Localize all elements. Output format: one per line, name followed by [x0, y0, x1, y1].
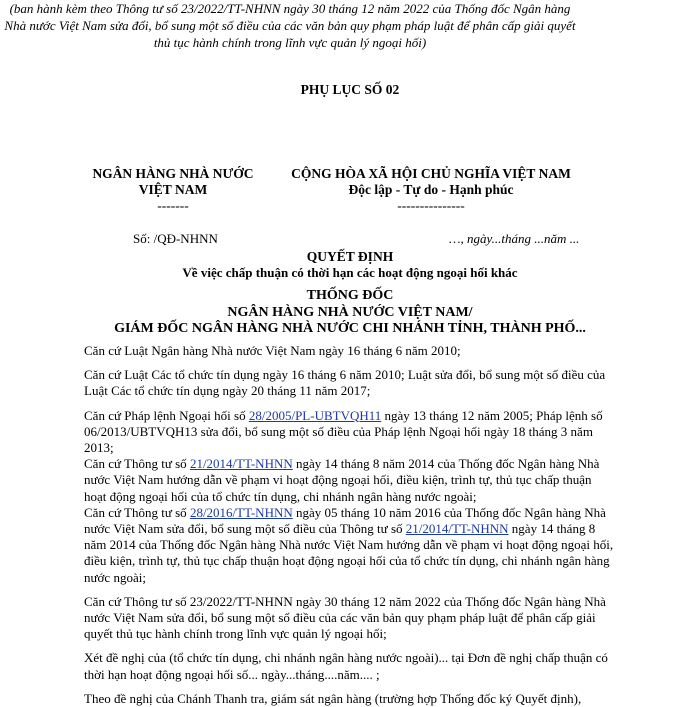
p5-text-a: Căn cứ Thông tư số [84, 504, 190, 520]
basis-paragraph-7: Xét đề nghị của (tổ chức tín dụng, chi nhánh ngân hàng nước ngoài)... tại Đơn đề nghị chấp thuận có thời hạn hoạt động ngoại hối số... ngày...tháng....năm.... ; [84, 650, 608, 682]
basis-paragraph-8: Theo đề nghị của Chánh Thanh tra, giám sát ngân hàng (trường hợp Thống đốc ký Quyết định), [84, 690, 582, 706]
appendix-subtitle: (ban hành kèm theo Thông tư số 23/2022/TT-NHNN ngày 30 tháng 12 năm 2022 của Thống đốc Ngân hàng Nhà nước Việt Nam sửa đổi, bổ sung một số điều của các văn bản quy phạm pháp luật để phân cấp giải quyết thủ tục hành chính trong lĩnh vực quản lý ngoại hối) [4, 1, 576, 50]
issuer-name-line2: VIỆT NAM [138, 182, 208, 197]
basis-paragraph-1: Căn cứ Luật Ngân hàng Nhà nước Việt Nam ngày 16 tháng 6 năm 2010; [84, 343, 461, 358]
p3-text-a: Căn cứ Pháp lệnh Ngoại hối số [84, 407, 249, 423]
decision-heading: QUYẾT ĐỊNH [306, 249, 394, 264]
authority-org: NGÂN HÀNG NHÀ NƯỚC VIỆT NAM/ [227, 305, 473, 320]
document-number: Số: /QĐ-NHNN [133, 231, 218, 246]
basis-paragraph-3 [84, 408, 616, 457]
authority-title: THỐNG ĐỐC [306, 288, 394, 303]
p3-text-b: ngày 13 tháng 12 năm 2005; Pháp lệnh số 06/2013/UBTVQH13 sửa đổi, bổ sung một số điều của Pháp lệnh Ngoại hối ngày 18 tháng 3 năm 2013; [84, 407, 603, 456]
circular-28-link[interactable]: 28/2016/TT-NHNN [189, 504, 293, 520]
national-motto-block [280, 166, 582, 214]
circular-21-link[interactable]: 21/2014/TT-NHNN [189, 456, 293, 472]
p4-text-b: ngày 14 tháng 8 năm 2014 của Thống đốc Ngân hàng Nhà nước Việt Nam hướng dẫn về phạm vi hoạt động ngoại hối, điều kiện, trình tự, thủ tục chấp thuận hoạt động ngoại hối của tổ chức tín dụng, chi nhánh ngân hàng nước ngoài; [84, 456, 600, 504]
country-name: CỘNG HÒA XÃ HỘI CHỦ NGHĨA VIỆT NAM [291, 166, 571, 181]
issuer-block [85, 166, 261, 214]
basis-paragraph-6: Căn cứ Thông tư số 23/2022/TT-NHNN ngày 30 tháng 12 năm 2022 của Thống đốc Ngân hàng Nhà nước Việt Nam sửa đổi, bổ sung một số điều của các văn bản quy phạm pháp luật để phân cấp giải quyết thủ tục hành chính trong lĩnh vực quản lý ngoại hối; [84, 593, 606, 642]
basis-paragraph-5 [84, 505, 616, 586]
motto: Độc lập - Tự do - Hạnh phúc [348, 182, 514, 197]
issuer-divider: ------- [157, 198, 189, 213]
p4-text-a: Căn cứ Thông tư số [84, 456, 190, 472]
basis-paragraph-2: Căn cứ Luật Các tổ chức tín dụng ngày 16 tháng 6 năm 2010; Luật sửa đổi, bổ sung một số điều của Luật Các tổ chức tín dụng ngày 20 tháng 11 năm 2017; [84, 367, 606, 399]
basis-paragraph-4 [84, 456, 616, 505]
motto-divider: --------------- [397, 198, 465, 213]
p5-text-b: ngày 05 tháng 10 năm 2016 của Thống đốc Ngân hàng Nhà nước Việt Nam sửa đổi, bổ sung một số điều của Thông tư số [84, 504, 606, 537]
appendix-title: PHỤ LỤC SỐ 02 [300, 82, 400, 97]
document-date: …, ngày...tháng ...năm ... [449, 231, 580, 246]
authority-branch: GIÁM ĐỐC NGÂN HÀNG NHÀ NƯỚC CHI NHÁNH TỈNH, THÀNH PHỐ... [114, 321, 586, 336]
issuer-name-line1: NGÂN HÀNG NHÀ NƯỚC [92, 166, 254, 181]
p5-text-c: ngày 14 tháng 8 năm 2014 của Thống đốc Ngân hàng Nhà nước Việt Nam hướng dẫn về phạm vi hoạt động ngoại hối, điều kiện, trình tự, thủ tục chấp thuận hoạt động ngoại hối của tổ chức tín dụng, chi nhánh ngân hàng nước ngoài; [84, 521, 614, 585]
circular-21-link-2[interactable]: 21/2014/TT-NHNN [405, 521, 509, 537]
decision-body [84, 343, 616, 707]
decision-subject: Về việc chấp thuận có thời hạn các hoạt động ngoại hối khác [182, 265, 518, 280]
ordinance-link[interactable]: 28/2005/PL-UBTVQH11 [248, 407, 382, 423]
